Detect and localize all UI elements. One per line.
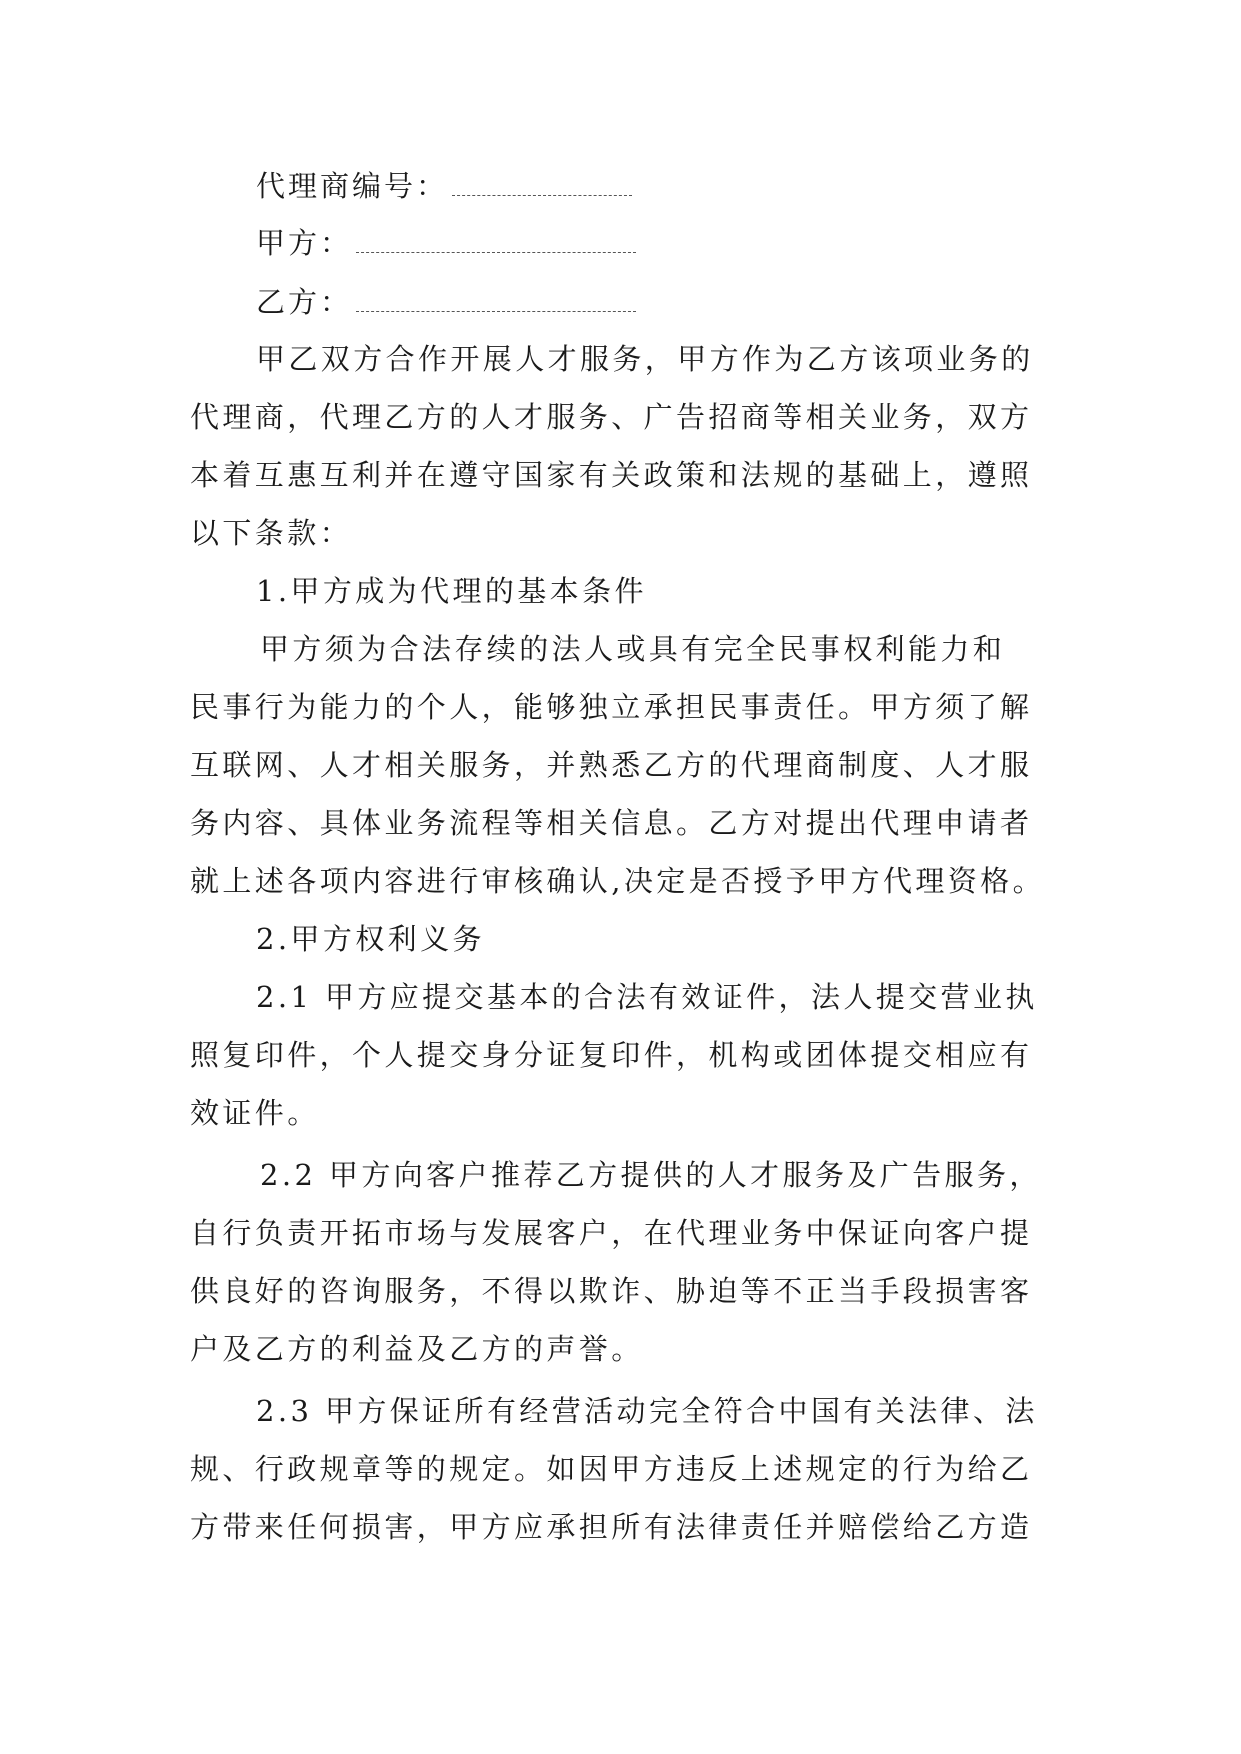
- party-a-blank: [356, 228, 636, 253]
- intro-line-3: 本着互惠互利并在遵守国家有关政策和法规的基础上，遵照: [190, 458, 1033, 492]
- clause-2-3-line-3: 方带来任何损害，甲方应承担所有法律责任并赔偿给乙方造: [190, 1510, 1033, 1544]
- section-1-line-2: 民事行为能力的个人，能够独立承担民事责任。甲方须了解: [190, 690, 1033, 724]
- clause-2-3-line-2: 规、行政规章等的规定。如因甲方违反上述规定的行为给乙: [190, 1452, 1033, 1486]
- clause-2-2-line-1: 2.2 甲方向客户推荐乙方提供的人才服务及广告服务，: [260, 1158, 1042, 1192]
- agent-number-field: [256, 166, 632, 206]
- agent-number-blank: [452, 171, 632, 196]
- party-a-label: 甲方：: [256, 226, 353, 260]
- agent-number-label: 代理商编号：: [256, 169, 449, 203]
- clause-2-1-line-1: 2.1 甲方应提交基本的合法有效证件，法人提交营业执: [256, 980, 1038, 1014]
- party-b-field: [256, 282, 636, 322]
- party-b-blank: [356, 287, 636, 312]
- section-1-line-5: 就上述各项内容进行审核确认,决定是否授予甲方代理资格。: [190, 864, 1046, 898]
- clause-2-1-line-2: 照复印件，个人提交身分证复印件，机构或团体提交相应有: [190, 1038, 1033, 1072]
- intro-line-1: 甲乙双方合作开展人才服务，甲方作为乙方该项业务的: [256, 342, 1034, 376]
- section-1-heading: 1.甲方成为代理的基本条件: [256, 574, 647, 608]
- clause-2-1-line-3: 效证件。: [190, 1096, 320, 1130]
- section-1-line-4: 务内容、具体业务流程等相关信息。乙方对提出代理申请者: [190, 806, 1033, 840]
- section-2-heading: 2.甲方权利义务: [256, 922, 485, 956]
- clause-2-2-line-4: 户及乙方的利益及乙方的声誉。: [190, 1332, 644, 1366]
- party-a-field: [256, 223, 636, 263]
- intro-line-4: 以下条款：: [190, 516, 353, 550]
- clause-2-2-line-3: 供良好的咨询服务，不得以欺诈、胁迫等不正当手段损害客: [190, 1274, 1033, 1308]
- section-1-line-3: 互联网、人才相关服务，并熟悉乙方的代理商制度、人才服: [190, 748, 1033, 782]
- clause-2-3-line-1: 2.3 甲方保证所有经营活动完全符合中国有关法律、法: [256, 1394, 1038, 1428]
- party-b-label: 乙方：: [256, 285, 353, 319]
- clause-2-2-line-2: 自行负责开拓市场与发展客户，在代理业务中保证向客户提: [190, 1216, 1033, 1250]
- section-1-line-1: 甲方须为合法存续的法人或具有完全民事权利能力和: [260, 632, 1006, 666]
- intro-line-2: 代理商，代理乙方的人才服务、广告招商等相关业务，双方: [190, 400, 1033, 434]
